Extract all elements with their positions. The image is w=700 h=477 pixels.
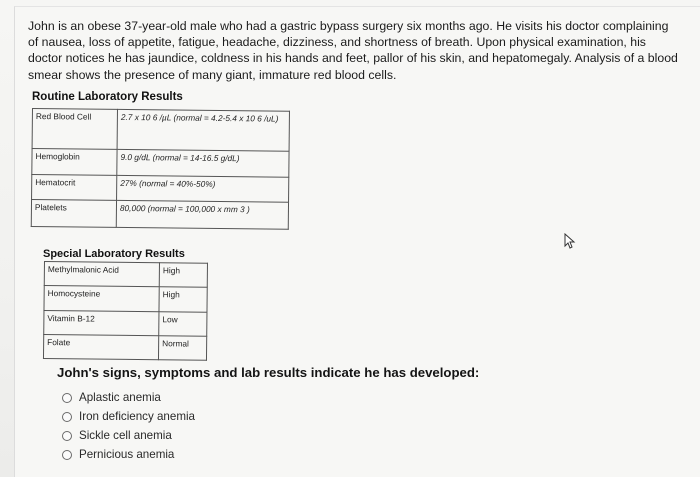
row-value-homocysteine: High [159, 287, 207, 313]
row-label-folate: Folate [43, 335, 158, 360]
row-value-hematocrit: 27% (normal = 40%-50%) [117, 175, 289, 202]
mouse-cursor-icon [563, 233, 577, 249]
row-value-hemoglobin: 9.0 g/dL (normal = 14-16.5 g/dL) [117, 149, 289, 177]
row-label-platelets: Platelets [31, 200, 116, 228]
table-row [32, 149, 289, 178]
row-value-rbc: 2.7 x 10 6 /µL (normal = 4.2-5.4 x 10 6 /uL) [117, 109, 289, 151]
row-label-hemoglobin: Hemoglobin [32, 149, 117, 176]
table-row [32, 109, 289, 152]
row-label-rbc: Red Blood Cell [32, 109, 117, 150]
table-row [43, 335, 206, 361]
radio-button[interactable] [62, 393, 72, 403]
option-label: Sickle cell anemia [79, 429, 172, 442]
option-sickle-cell-anemia[interactable] [62, 429, 172, 442]
row-value-platelets: 80,000 (normal = 100,000 x mm 3 ) [116, 200, 288, 229]
row-value-methylmalonic: High [159, 263, 207, 288]
row-value-b12: Low [159, 312, 207, 337]
option-aplastic-anemia[interactable] [62, 391, 161, 404]
row-label-methylmalonic: Methylmalonic Acid [44, 262, 159, 287]
option-pernicious-anemia[interactable] [62, 448, 174, 461]
special-results-table [43, 261, 208, 361]
special-results-title: Special Laboratory Results [43, 248, 185, 260]
option-label: Iron deficiency anemia [79, 410, 195, 423]
table-row [44, 311, 207, 337]
table-row [32, 175, 289, 203]
table-row [44, 286, 207, 313]
radio-button[interactable] [62, 450, 72, 460]
routine-results-title: Routine Laboratory Results [32, 91, 183, 103]
radio-button[interactable] [62, 412, 72, 422]
option-label: Aplastic anemia [79, 391, 161, 404]
routine-results-table [31, 108, 290, 230]
row-label-b12: Vitamin B-12 [44, 311, 159, 336]
table-row [31, 200, 288, 230]
radio-button[interactable] [62, 431, 72, 441]
case-description: John is an obese 37-year-old male who had a gastric bypass surgery six months ago. He visits his doctor complaining of nausea, loss of appetite, fatigue, headache, dizziness, and shortness of breath. Upon physical examination, his doctor notices he has jaundice, coldness in his hands and feet, pallor of his skin, and hepatomegaly. Analysis of a blood smear shows the presence of many giant, immature red blood cells. [28, 19, 678, 82]
option-label: Pernicious anemia [79, 448, 175, 461]
question-prompt: John's signs, symptoms and lab results indicate he has developed: [57, 365, 480, 380]
table-row [44, 262, 207, 288]
row-value-folate: Normal [158, 336, 206, 361]
row-label-homocysteine: Homocysteine [44, 286, 159, 312]
option-iron-deficiency-anemia[interactable] [62, 410, 195, 423]
row-label-hematocrit: Hematocrit [32, 175, 117, 201]
